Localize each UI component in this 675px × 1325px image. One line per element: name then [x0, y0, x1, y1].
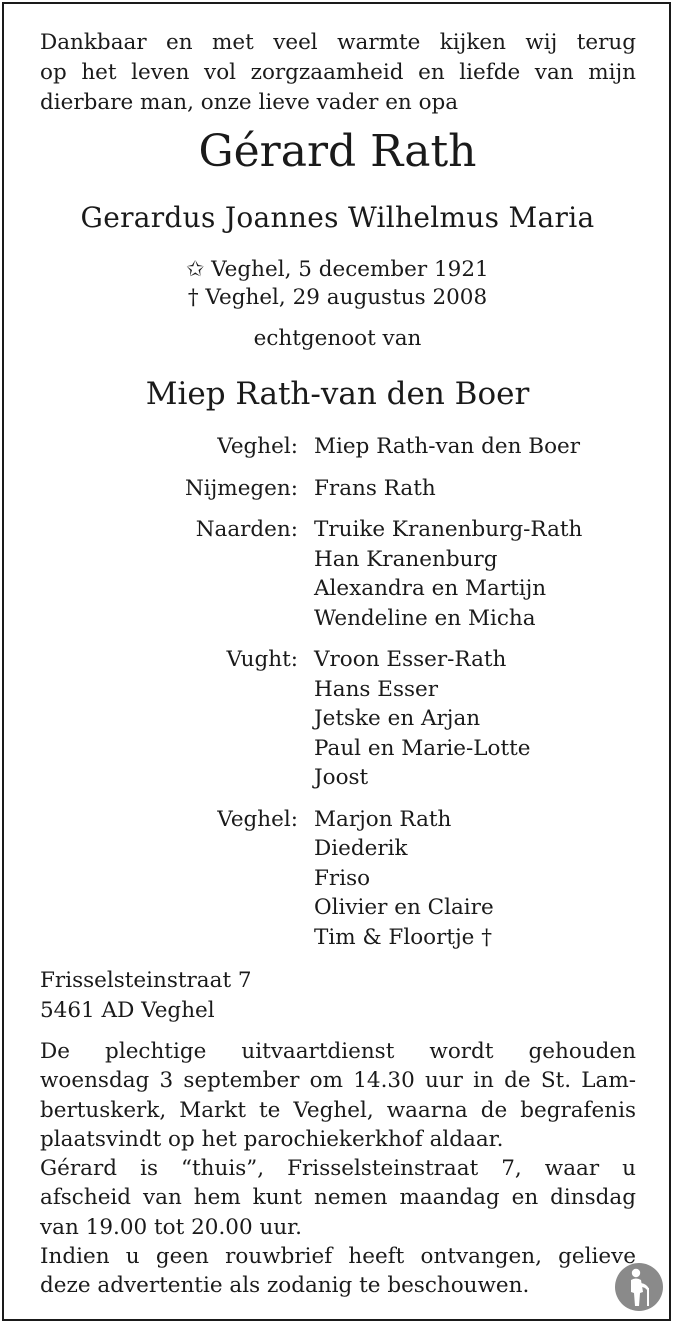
- family-group: [0, 515, 675, 633]
- deceased-name: Gérard Rath: [198, 126, 477, 177]
- family-member: Alexandra en Martijn: [314, 576, 547, 601]
- family-place: Veghel:: [217, 434, 298, 459]
- family-group: [0, 474, 675, 504]
- family-member: Friso: [314, 865, 371, 891]
- family-member: Wendeline en Micha: [314, 605, 536, 631]
- home-address: [40, 966, 252, 1025]
- family-group: [0, 432, 675, 462]
- spouse-name: Miep Rath-van den Boer: [145, 376, 530, 412]
- family-member: Marjon Rath: [314, 806, 452, 832]
- family-group: [0, 805, 675, 953]
- family-member: Vroon Esser-Rath: [314, 647, 507, 672]
- family-members: [314, 474, 675, 504]
- family-member: Paul en Marie-Lotte: [314, 735, 531, 761]
- notice-line: van 19.00 tot 20.00 uur.: [40, 1214, 302, 1240]
- intro-text: [40, 28, 636, 118]
- family-member: Diederik: [314, 836, 408, 861]
- family-place: Nijmegen:: [184, 475, 298, 501]
- family-group: [0, 645, 675, 793]
- family-member: Frans Rath: [314, 475, 436, 501]
- notice-line: Gérard is “thuis”, Frisselsteinstraat 7, waar u: [40, 1156, 636, 1182]
- family-member: Han Kranenburg: [314, 546, 498, 572]
- address-city: 5461 AD Veghel: [40, 997, 215, 1023]
- family-place: Veghel:: [217, 806, 298, 832]
- birth-date: ✩ Veghel, 5 december 1921: [186, 257, 489, 282]
- notice-line: plaatsvindt op het parochiekerkhof aldaar.: [40, 1126, 504, 1152]
- address-street: Frisselsteinstraat 7: [40, 968, 252, 993]
- notice-line: Indien u geen rouwbrief heeft ontvangen, gelieve: [40, 1244, 636, 1270]
- family-member: Miep Rath-van den Boer: [314, 434, 581, 459]
- family-members: [314, 645, 675, 793]
- funeral-notice: [40, 1037, 636, 1301]
- family-member: Tim & Floortje †: [314, 924, 492, 950]
- family-member: Joost: [314, 765, 369, 790]
- notice-line: De plechtige uitvaartdienst wordt gehouden: [40, 1039, 636, 1064]
- notice-line: deze advertentie als zodanig te beschouwen.: [40, 1273, 530, 1299]
- intro-line: op het leven vol zorgzaamheid en liefde van mijn: [40, 60, 636, 85]
- family-member: Jetske en Arjan: [314, 706, 481, 731]
- death-date: † Veghel, 29 augustus 2008: [187, 285, 488, 310]
- family-members: [314, 432, 675, 462]
- spouse-label: echtgenoot van: [253, 326, 422, 351]
- notice-line: bertuskerk, Markt te Veghel, waarna de begrafenis: [40, 1097, 636, 1123]
- family-member: Hans Esser: [314, 676, 439, 702]
- family-member: Olivier en Claire: [314, 895, 494, 920]
- family-member: Truike Kranenburg-Rath: [314, 517, 583, 542]
- family-members: [314, 515, 675, 633]
- memorial-figure-icon: [614, 1262, 664, 1312]
- intro-line: Dankbaar en met veel warmte kijken wij terug: [40, 30, 636, 55]
- family-members: [314, 805, 675, 953]
- deceased-full-name: Gerardus Joannes Wilhelmus Maria: [80, 201, 595, 234]
- family-list: [0, 432, 675, 964]
- family-place: Naarden:: [195, 517, 298, 542]
- family-place: Vught:: [226, 647, 298, 672]
- notice-line: woensdag 3 september om 14.30 uur in de St. Lam-: [40, 1068, 636, 1094]
- notice-line: afscheid van hem kunt nemen maandag en dinsdag: [40, 1185, 636, 1211]
- life-dates: [0, 256, 675, 312]
- intro-line: dierbare man, onze lieve vader en opa: [40, 90, 459, 115]
